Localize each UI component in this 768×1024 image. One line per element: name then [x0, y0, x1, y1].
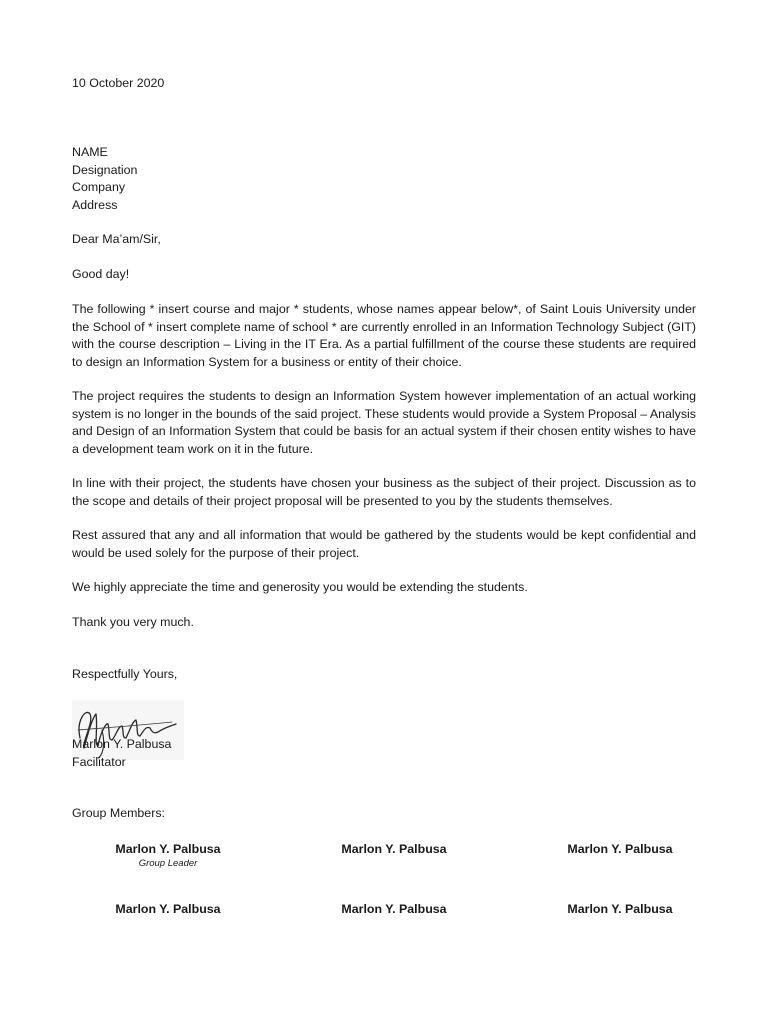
signer-title: Facilitator [72, 754, 126, 769]
letter-date: 10 October 2020 [72, 76, 165, 90]
paragraph-business-choice: In line with their project, the students have chosen your business as the subject of their project. Discussion as to the scope and details of their project proposal will be presented to you by the students themselves. [72, 476, 696, 508]
group-members-heading: Group Members: [72, 806, 165, 820]
member-name: Marlon Y. Palbusa [567, 842, 673, 856]
salutation: Dear Ma’am/Sir, [72, 232, 161, 246]
group-member [520, 901, 720, 917]
group-member [520, 841, 720, 857]
group-member [68, 841, 268, 871]
member-role: Group Leader [138, 858, 198, 869]
signer-block [72, 736, 696, 771]
recipient-block [72, 144, 696, 214]
member-name: Marlon Y. Palbusa [115, 842, 221, 856]
group-member [294, 901, 494, 917]
greeting: Good day! [72, 267, 130, 281]
paragraph-project-scope: The project requires the students to design an Information System however implementation of an actual working system is no longer in the bounds of the said project. These students would provide a System Proposal – Analysis and Design of an Information System that could be basis for an actual system if their chosen entity wishes to have a development team work on it in the future. [72, 389, 696, 456]
recipient-designation: Designation [72, 162, 138, 177]
recipient-company: Company [72, 180, 126, 195]
recipient-name: NAME [72, 145, 108, 159]
group-member [68, 901, 268, 917]
paragraph-course-intro: The following * insert course and major * students, whose names appear below*, of Saint Louis University under the School of * insert complete name of school * are currently enrolled in an Information Technology Subject (GIT) with the course description – Living in the IT Era. As a partial fulfillment of the course these students are required to design an Information System for a business or entity of their choice. [72, 302, 696, 369]
group-member [294, 841, 494, 857]
recipient-address: Address [72, 197, 118, 212]
signer-name: Marlon Y. Palbusa [72, 737, 172, 751]
thanks-line: Thank you very much. [72, 615, 194, 629]
closing-line: Respectfully Yours, [72, 667, 178, 681]
member-name: Marlon Y. Palbusa [341, 902, 447, 916]
paragraph-appreciation: We highly appreciate the time and generosity you would be extending the students. [72, 580, 528, 594]
member-name: Marlon Y. Palbusa [341, 842, 447, 856]
paragraph-confidentiality: Rest assured that any and all information that would be gathered by the students would be kept confidential and would be used solely for the purpose of their project. [72, 528, 696, 560]
member-name: Marlon Y. Palbusa [567, 902, 673, 916]
member-name: Marlon Y. Palbusa [115, 902, 221, 916]
